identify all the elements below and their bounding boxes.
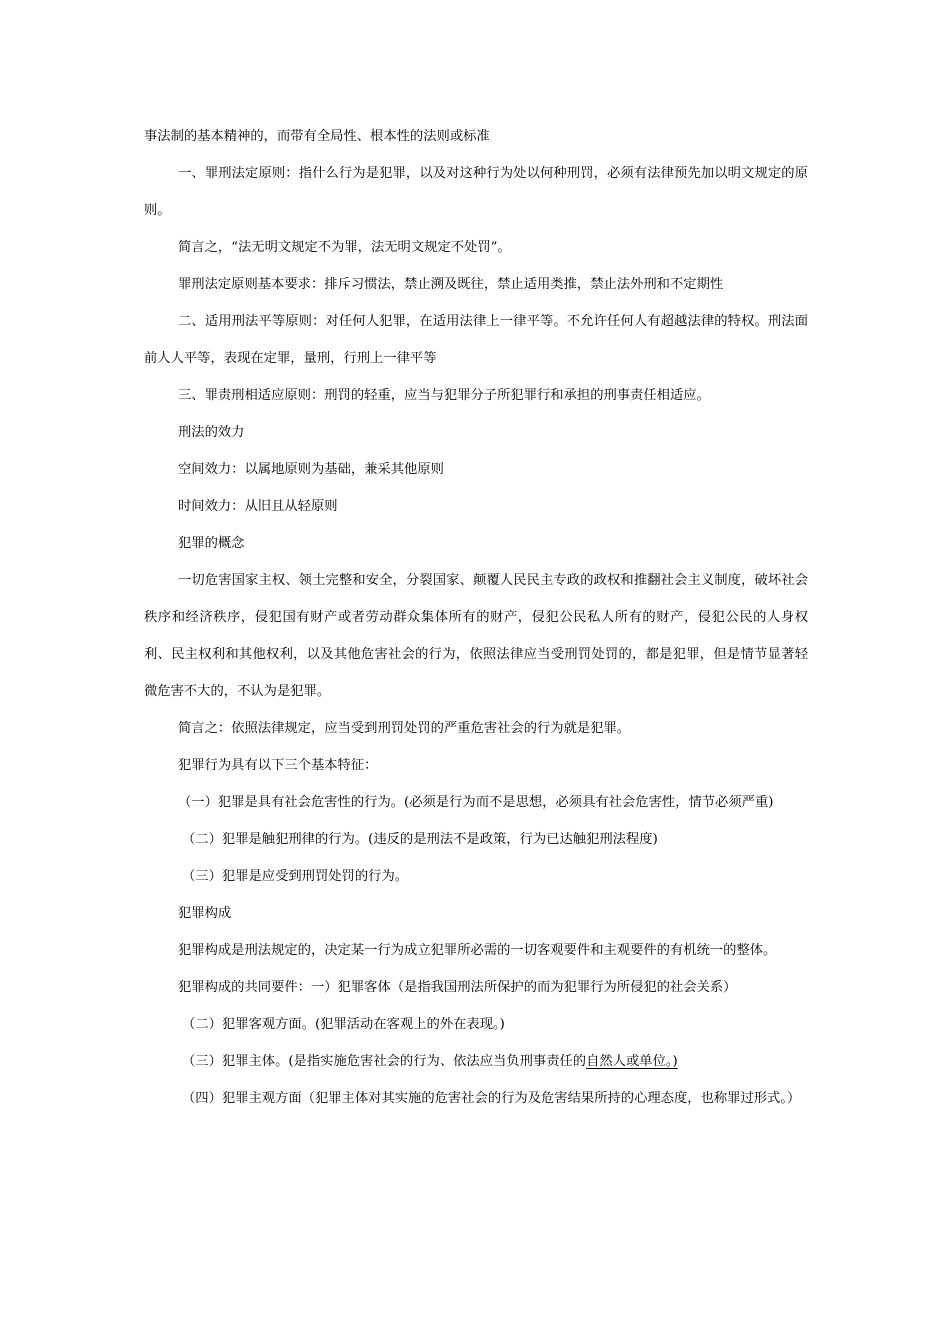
paragraph-19: 犯罪构成的共同要件：一）犯罪客体（是指我国刑法所保护的而为犯罪行为所侵犯的社会关系） xyxy=(178,980,737,995)
paragraph-5: 二、适用刑法平等原则：对任何人犯罪，在适用法律上一律平等。不允许任何人有超越法律的特权。刑法面前人人平等，表现在定罪，量刑，行刑上一律平等 xyxy=(144,314,808,366)
heading-crime-concept: 犯罪的概念 xyxy=(178,536,245,551)
paragraph-2: 一、罪刑法定原则：指什么行为是犯罪，以及对这种行为处以何种刑罚，必须有法律预先加以明文规定的原则。 xyxy=(144,166,808,218)
paragraph-3: 简言之，“法无明文规定不为罪，法无明文规定不处罚”。 xyxy=(178,240,511,255)
paragraph-8: 空间效力：以属地原则为基础，兼采其他原则 xyxy=(178,462,444,477)
paragraph-12: 简言之：依照法律规定，应当受到刑罚处罚的严重危害社会的行为就是犯罪。 xyxy=(178,721,631,736)
paragraph-18: 犯罪构成是刑法规定的，决定某一行为成立犯罪所必需的一切客观要件和主观要件的有机统一的整体。 xyxy=(178,943,777,958)
paragraph-21 xyxy=(144,1043,808,1080)
paragraph-16: （三）犯罪是应受到刑罚处罚的行为。 xyxy=(182,869,409,884)
paragraph-4: 罪刑法定原则基本要求：排斥习惯法，禁止溯及既往，禁止适用类推，禁止法外刑和不定期性 xyxy=(178,277,724,292)
underlined-text: 自然人或单位。) xyxy=(586,1054,678,1069)
paragraph-22: （四）犯罪主观方面（犯罪主体对其实施的危害社会的行为及危害结果所持的心理态度，也称罪过形式。） xyxy=(182,1091,801,1106)
paragraph-11: 一切危害国家主权、领土完整和安全，分裂国家、颠覆人民民主专政的政权和推翻社会主义制度，破坏社会秩序和经济秩序，侵犯国有财产或者劳动群众集体所有的财产，侵犯公民私人所有的财产，侵犯公民的人身权利、民主权利和其他权利，以及其他危害社会的行为，依照法律应当受刑罚处罚的，都是犯罪，但是情节显著轻微危害不大的，不认为是犯罪。 xyxy=(144,573,808,699)
paragraph-6: 三、罪责刑相适应原则：刑罚的轻重，应当与犯罪分子所犯罪行和承担的刑事责任相适应。 xyxy=(178,388,710,403)
paragraph-9: 时间效力：从旧且从轻原则 xyxy=(178,499,338,514)
paragraph-13: 犯罪行为具有以下三个基本特征： xyxy=(178,758,378,773)
paragraph-21-text: （三）犯罪主体。(是指实施危害社会的行为、依法应当负刑事责任的 xyxy=(182,1054,587,1069)
paragraph-15: （二）犯罪是触犯刑律的行为。(违反的是刑法不是政策，行为已达触犯刑法程度) xyxy=(182,832,658,847)
paragraph-1: 事法制的基本精神的，而带有全局性、根本性的法则或标准 xyxy=(144,129,490,144)
paragraph-14: （一）犯罪是具有社会危害性的行为。(必须是行为而不是思想，必须具有社会危害性，情节必须严重) xyxy=(178,795,774,810)
document-page xyxy=(144,118,808,1117)
paragraph-20: （二）犯罪客观方面。(犯罪活动在客观上的外在表现。) xyxy=(182,1017,505,1032)
heading-criminal-law-effect: 刑法的效力 xyxy=(178,425,245,440)
heading-crime-constitution: 犯罪构成 xyxy=(178,906,232,921)
